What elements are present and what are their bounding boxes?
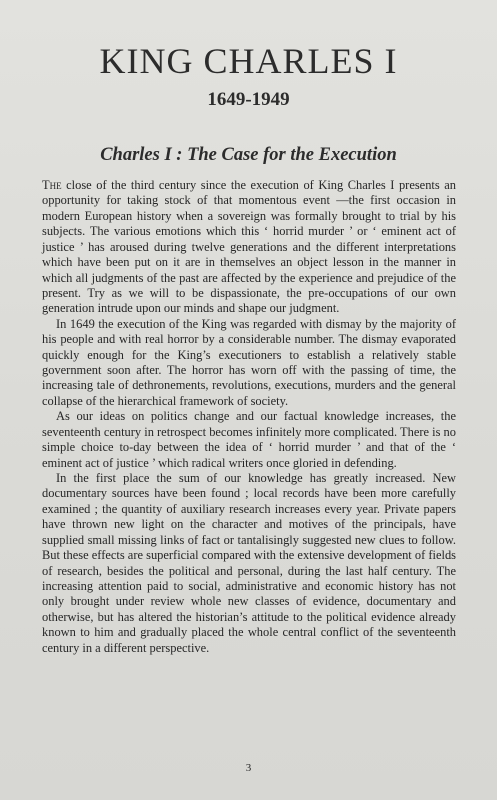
page-title: KING CHARLES I <box>99 41 398 81</box>
page-number: 3 <box>245 762 252 774</box>
date-range: 1649-1949 <box>207 89 290 110</box>
article-body <box>42 178 456 656</box>
paragraph-2: In 1649 the execution of the King was regarded with dismay by the majority of his people and with real horror by a considerable number. The dismay evaporated quickly enough for the King’s executioners to establish a relatively stable government soon after. The horror has worn off with the passing of time, the increasing tale of dethronements, revolutions, executions, murders and the general collapse of the hierarchical framework of society. <box>42 316 456 408</box>
article-subtitle: Charles I : The Case for the Execution <box>100 145 397 165</box>
paragraph-1 <box>42 178 456 317</box>
paragraph-1-text: close of the third century since the execution of King Charles I presents an opportunity for taking stock of that momentous event —the first occasion in modern European history when a sovereign was formally brought to trial by his subjects. The various emotions which this ‘ horrid murder ’ or ‘ eminent act of justice ’ has aroused during twelve generations and the different interpretations which have been put on it are in themselves an object lesson in the manner in which all judgments of the past are affected by the experience and prejudice of the present. Try as we will to be dispassionate, the pre-occupations of our own generation intrude upon our minds and shape our judgment. <box>42 178 456 316</box>
paragraph-3: As our ideas on politics change and our factual knowledge increases, the seventeenth century in retrospect becomes infinitely more complicated. There is no simple choice to-day between the idea of ‘ horrid murder ’ and that of the ‘ eminent act of justice ’ which radical writers once gloried in defending. <box>42 409 456 470</box>
paragraph-lead-word: The <box>42 178 62 192</box>
paragraph-4: In the first place the sum of our knowledge has greatly increased. New documentary sources have been found ; local records have been more carefully examined ; the quantity of auxiliary research increases every year. Private papers have thrown new light on the character and motives of the principals, have supplied small missing links of fact or tantalisingly suggested new clues to follow. But these effects are superficial compared with the extensive development of fields of research, besides the political and personal, during the last half century. The increasing attention paid to social, administrative and economic history has not only brought under review whole new classes of evidence, documentary and otherwise, but has altered the historian’s attitude to the political evidence already known to him and gradually placed the whole central conflict of the seventeenth century in a different perspective. <box>42 471 456 655</box>
